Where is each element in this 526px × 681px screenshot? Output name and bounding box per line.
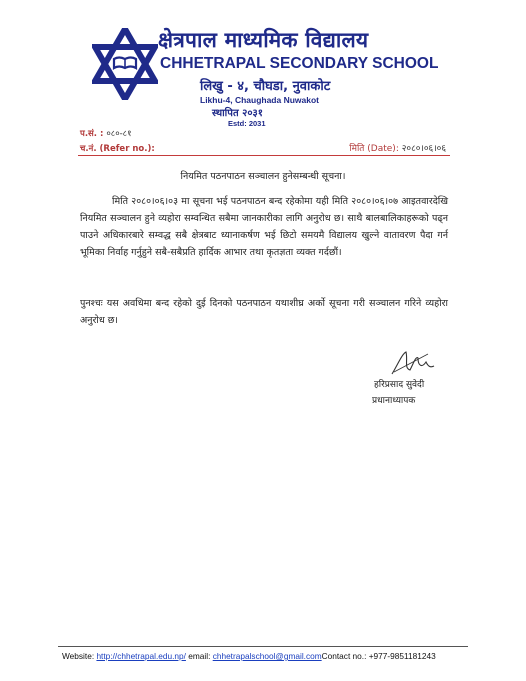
notice-paragraph-2: पुनश्चः यस अवधिमा बन्द रहेको दुई दिनको पठनपाठन यथाशीघ्र अर्को सूचना गरी सञ्चालन गरिने व्यहोरा अनुरोध छ। bbox=[80, 298, 448, 326]
date-value: २०८०।०६।०६ bbox=[401, 144, 446, 154]
header-divider bbox=[78, 155, 450, 156]
signatory-title: प्रधानाध्यापक bbox=[372, 396, 416, 406]
date-label: मिति (Date): bbox=[349, 144, 399, 154]
school-logo-icon bbox=[92, 28, 158, 100]
website-label: Website: bbox=[62, 651, 97, 661]
notice-paragraph-1: मिति २०८०।०६।०३ मा सूचना भई पठनपाठन बन्द रहेकोमा यही मिति २०८०।०६।०७ आइतवारदेखि नियमित सञ्चालन हुने व्यहोरा सम्वन्धित सबैमा जानकारीका लागि अनुरोध छ। साथै बालबालिकाहरूको पढ्न पाउने अधिकारबारे सम्वद्ध सबै क्षेत्रबाट ध्यानाकर्षण भई छिटो समयमै विद्यालय खुल्ने वातावरण पैदा गर्न भूमिका निर्वाह गर्नुहुने सबै-सबैप्रति हार्दिक आभार तथा कृतज्ञता व्यक्त गर्दछौं। bbox=[80, 196, 448, 258]
footer-divider bbox=[58, 646, 468, 647]
ps-label: प.सं. : bbox=[80, 129, 104, 139]
contact-number: Contact no.: +977-9851181243 bbox=[321, 651, 436, 661]
school-name-english: CHHETRAPAL SECONDARY SCHOOL bbox=[160, 55, 439, 72]
address-english: Likhu-4, Chaughada Nuwakot bbox=[200, 95, 320, 105]
website-link[interactable]: http://chhetrapal.edu.np/ bbox=[96, 651, 186, 661]
cn-label: च.नं. (Refer no.): bbox=[80, 144, 155, 154]
signatory-name: हरिप्रसाद सुवेदी bbox=[374, 380, 425, 390]
email-label: email: bbox=[185, 651, 213, 661]
school-name-nepali: क्षेत्रपाल माध्यमिक विद्यालय bbox=[158, 28, 369, 52]
email-link[interactable]: chhetrapalschool@gmail.com bbox=[212, 651, 322, 661]
established-english: Estd: 2031 bbox=[228, 119, 266, 128]
footer bbox=[62, 651, 436, 661]
letter-date bbox=[349, 141, 446, 154]
signature-mark bbox=[388, 348, 436, 378]
chalani-number bbox=[80, 143, 155, 154]
ps-value: ०८०-८१ bbox=[106, 129, 132, 139]
notice-subject: नियमित पठनपाठन सञ्चालन हुनेसम्बन्धी सूचना। bbox=[180, 171, 346, 182]
established-nepali: स्थापित २०३१ bbox=[212, 108, 263, 119]
address-nepali: लिखु - ४, चौघडा, नुवाकोट bbox=[200, 79, 331, 94]
patra-sankhya bbox=[80, 128, 132, 139]
